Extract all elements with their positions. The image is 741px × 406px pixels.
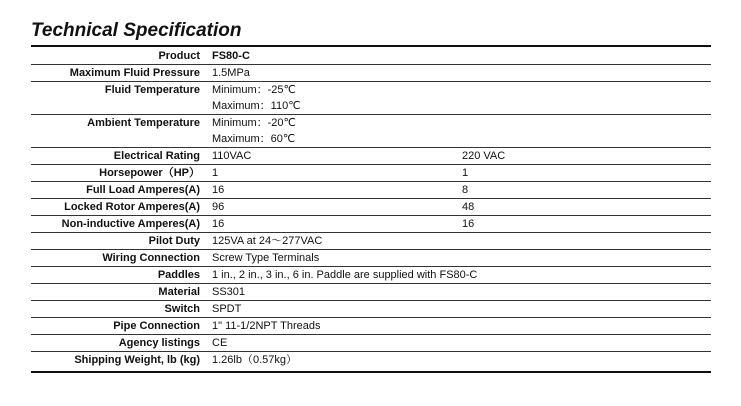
row-label: Full Load Amperes(A) — [31, 182, 206, 199]
row-product — [31, 48, 711, 65]
row-value-max: Maximum：110℃ — [206, 98, 711, 115]
row-label: Agency listings — [31, 335, 206, 352]
row-fluid-temp-min — [31, 82, 711, 99]
row-value: Screw Type Terminals — [206, 250, 711, 267]
row-value: 1" 11-1/2NPT Threads — [206, 318, 711, 335]
row-value-110v: 110VAC — [206, 148, 456, 165]
row-value: 125VA at 24～277VAC — [206, 233, 711, 250]
row-value: SPDT — [206, 301, 711, 318]
row-label: Fluid Temperature — [104, 84, 200, 96]
row-value: FS80-C — [206, 48, 711, 65]
row-label: Horsepower（HP） — [31, 165, 206, 182]
row-label: Pilot Duty — [31, 233, 206, 250]
row-value: 1 in., 2 in., 3 in., 6 in. Paddle are supplied with FS80-C — [206, 267, 711, 284]
row-value-220v: 8 — [456, 182, 711, 199]
row-label-empty — [31, 98, 206, 115]
row-ambient-temp-min — [31, 115, 711, 132]
row-pilot-duty — [31, 233, 711, 250]
row-label: Electrical Rating — [31, 148, 206, 165]
row-label: Ambient Temperature — [87, 117, 200, 129]
row-value: CE — [206, 335, 711, 352]
row-ambient-temp-max — [31, 131, 711, 148]
row-wiring-connection — [31, 250, 711, 267]
row-label: Paddles — [31, 267, 206, 284]
row-label: Maximum Fluid Pressure — [31, 65, 206, 82]
row-value-110v: 16 — [206, 182, 456, 199]
row-value-110v: 1 — [206, 165, 456, 182]
row-label: Switch — [31, 301, 206, 318]
row-value-min: Minimum：-20℃ — [212, 117, 296, 129]
top-rule — [31, 45, 711, 47]
row-value-110v: 96 — [206, 199, 456, 216]
row-value-220v: 48 — [456, 199, 711, 216]
row-pipe-connection — [31, 318, 711, 335]
row-label: Locked Rotor Amperes(A) — [31, 199, 206, 216]
row-label: Material — [31, 284, 206, 301]
row-label: Pipe Connection — [31, 318, 206, 335]
row-value-min: Minimum：-25℃ — [212, 84, 296, 96]
page-title: Technical Specification — [31, 20, 242, 41]
row-value-max: Maximum：60℃ — [206, 131, 711, 148]
row-full-load-amperes — [31, 182, 711, 199]
row-label: Non-inductive Amperes(A) — [31, 216, 206, 233]
row-switch — [31, 301, 711, 318]
row-value-220v: 16 — [456, 216, 711, 233]
row-horsepower — [31, 165, 711, 182]
row-paddles — [31, 267, 711, 284]
row-fluid-temp-max — [31, 98, 711, 115]
row-value-220v: 220 VAC — [456, 148, 711, 165]
row-label: Wiring Connection — [31, 250, 206, 267]
row-value-220v: 1 — [456, 165, 711, 182]
row-material — [31, 284, 711, 301]
bottom-rule — [31, 371, 711, 373]
row-shipping-weight — [31, 352, 711, 369]
row-electrical-rating — [31, 148, 711, 165]
row-value: SS301 — [206, 284, 711, 301]
row-value-110v: 16 — [206, 216, 456, 233]
specification-table — [31, 48, 711, 368]
row-locked-rotor-amperes — [31, 199, 711, 216]
row-max-pressure — [31, 65, 711, 82]
row-agency-listings — [31, 335, 711, 352]
row-label-empty — [31, 131, 206, 148]
row-label: Shipping Weight, lb (kg) — [74, 354, 200, 366]
row-value: 1.26lb（0.57kg） — [212, 354, 297, 366]
row-value: 1.5MPa — [206, 65, 711, 82]
row-label: Product — [31, 48, 206, 65]
row-non-inductive-amperes — [31, 216, 711, 233]
